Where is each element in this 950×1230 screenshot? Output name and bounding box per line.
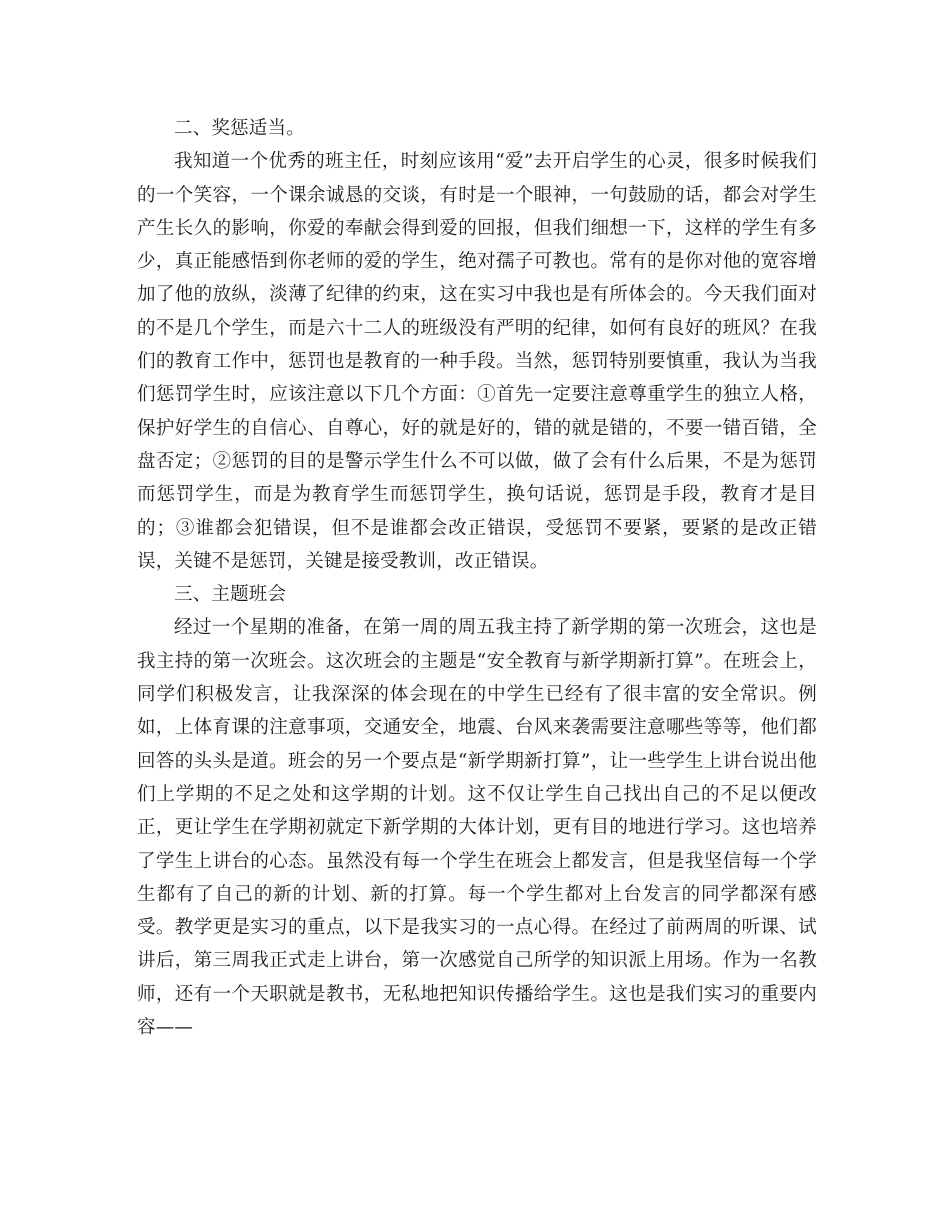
- paragraph-punishment-principles: 我知道一个优秀的班主任，时刻应该用“爱”去开启学生的心灵，很多时候我们的一个笑容，一个课余诚恳的交谈，有时是一个眼神，一句鼓励的话，都会对学生产生长久的影响，你爱的奉献会得到爱的回报，但我们细想一下，这样的学生有多少，真正能感悟到你老师的爱的学生，绝对孺子可教也。常有的是你对他的宽容增加了他的放纵，淡薄了纪律的约束，这在实习中我也是有所体会的。今天我们面对的不是几个学生，而是六十二人的班级没有严明的纪律，如何有良好的班风？在我们的教育工作中，惩罚也是教育的一种手段。当然，惩罚特别要慎重，我认为当我们惩罚学生时，应该注意以下几个方面：①首先一定要注意尊重学生的独立人格，保护好学生的自信心、自尊心，好的就是好的，错的就是错的，不要一错百错，全盘否定；②惩罚的目的是警示学生什么不可以做，做了会有什么后果，不是为惩罚而惩罚学生，而是为教育学生而惩罚学生，换句话说，惩罚是手段，教育才是目的；③谁都会犯错误，但不是谁都会改正错误，受惩罚不要紧，要紧的是改正错误，关键不是惩罚，关键是接受教训，改正错误。: [137, 151, 817, 572]
- section-heading-class-meeting: 三、主题班会: [174, 584, 287, 606]
- section-heading-rewards-punishments: 二、奖惩适当。: [174, 118, 305, 139]
- document-body: [137, 112, 817, 1044]
- paragraph-class-meeting: 经过一个星期的准备，在第一周的周五我主持了新学期的第一次班会，这也是我主持的第一次班会。这次班会的主题是“安全教育与新学期新打算”。在班会上，同学们积极发言，让我深深的体会现在的中学生已经有了很丰富的安全常识。例如，上体育课的注意事项，交通安全，地震、台风来袭需要注意哪些等等，他们都回答的头头是道。班会的另一个要点是“新学期新打算”，让一些学生上讲台说出他们上学期的不足之处和这学期的计划。这不仅让学生自己找出自己的不足以便改正，更让学生在学期初就定下新学期的大体计划，更有目的地进行学习。这也培养了学生上讲台的心态。虽然没有每一个学生在班会上都发言，但是我坚信每一个学生都有了自己的新的计划、新的打算。每一个学生都对上台发言的同学都深有感受。教学更是实习的重点，以下是我实习的一点心得。在经过了前两周的听课、试讲后，第三周我正式走上讲台，第一次感觉自己所学的知识派上用场。作为一名教师，还有一个天职就是教书，无私地把知识传播给学生。这也是我们实习的重要内容——: [137, 617, 817, 1039]
